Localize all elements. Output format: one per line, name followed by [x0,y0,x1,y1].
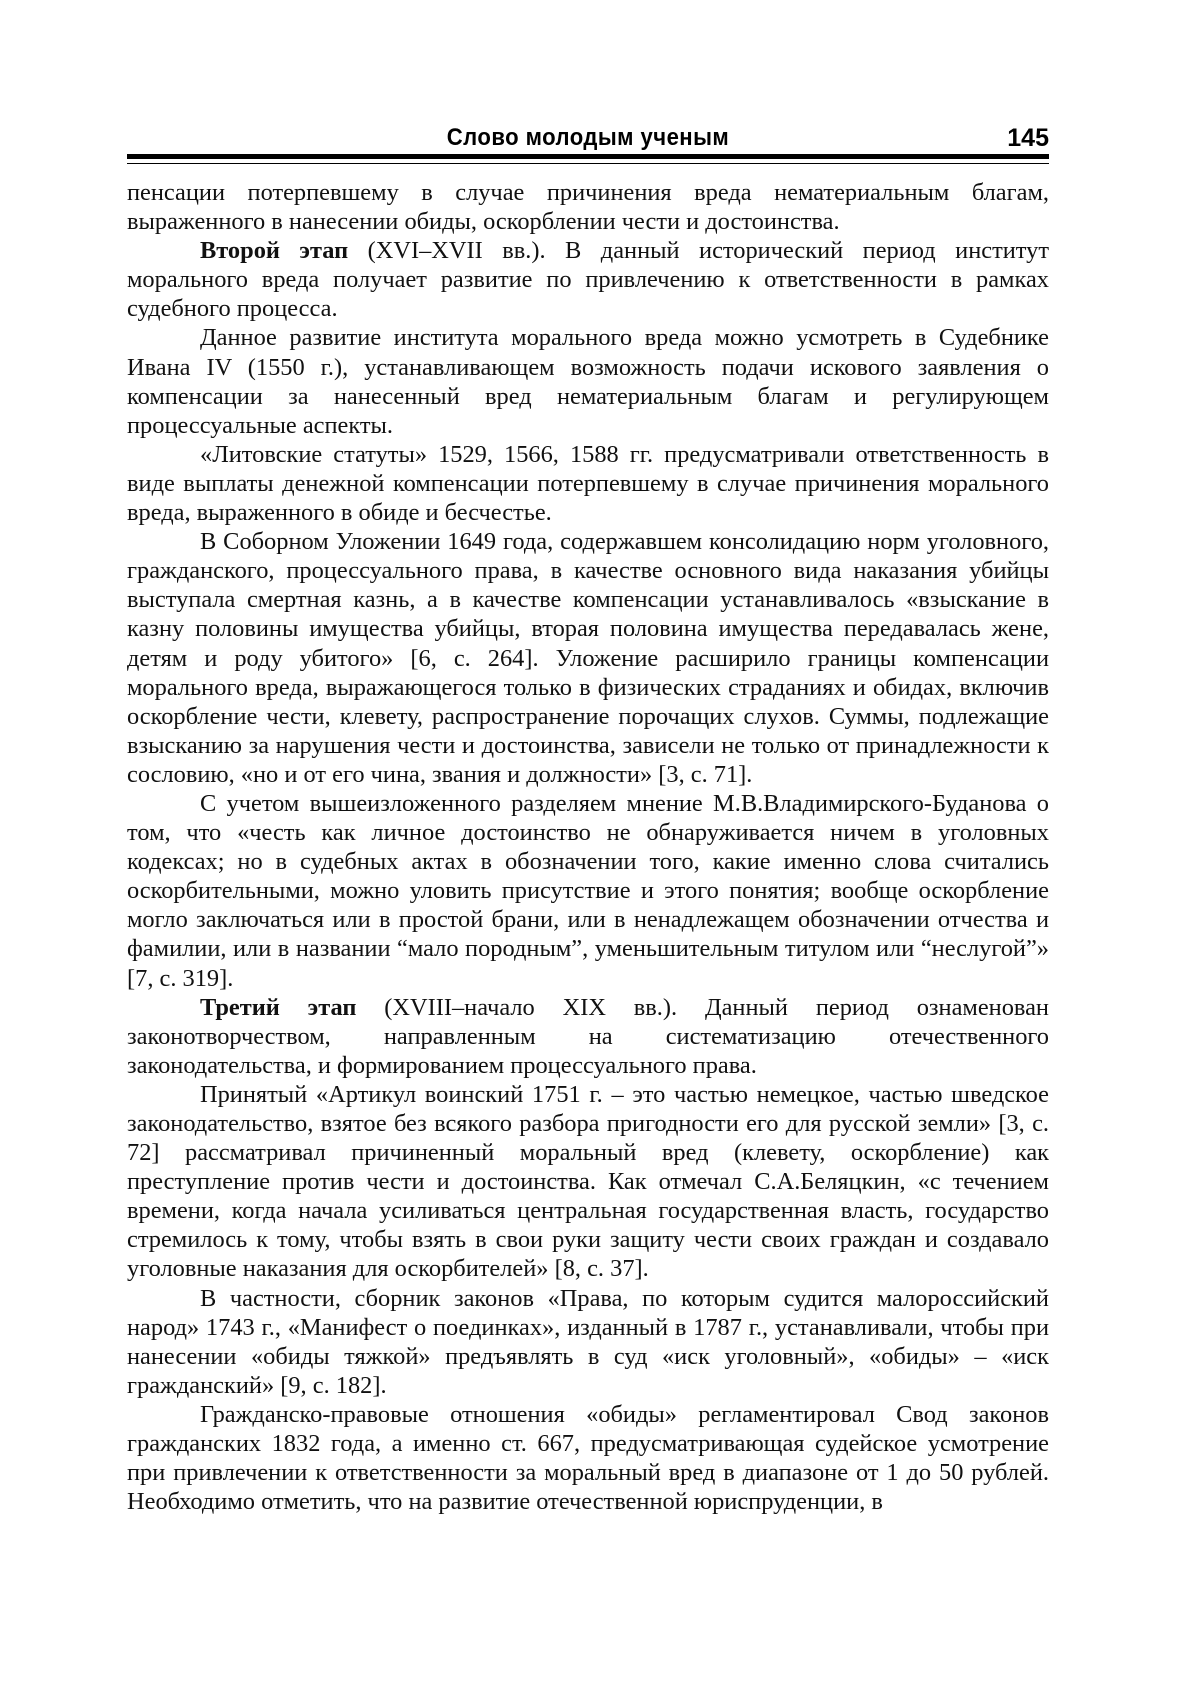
paragraph-1: пенсации потерпевшему в случае причинения вреда нематериальным благам, выраженного в нанесении обиды, оскорблении чести и достоинства. [127,179,1049,236]
page-number: 145 [1007,124,1049,152]
paragraph-5: В Соборном Уложении 1649 года, содержавшем консолидацию норм уголовного, гражданского, процессуального права, в качестве основного вида наказания убийцы выступала смертная казнь, а в качестве компенсации устанавливалось «взыскание в казну половины имущества убийцы, вторая половина имущества передавалась жене, детям и роду убитого» [6, с. 264]. Уложение расширило границы компенсации морального вреда, выражающегося только в физических страданиях и обидах, включив оскорбление чести, клевету, распространение порочащих слухов. Суммы, подлежащие взысканию за нарушения чести и достоинства, зависели не только от принадлежности к сословию, «но и от его чина, звания и должности» [3, с. 71]. [127,528,1049,788]
paragraph-4: «Литовские статуты» 1529, 1566, 1588 гг. предусматривали ответственность в виде выплаты денежной компенсации потерпевшему в случае причинения морального вреда, выраженного в обиде и бесчестье. [127,440,1049,527]
paragraph-9: В частности, сборник законов «Права, по которым судится малороссийский народ» 1743 г., «Манифест о поединках», изданный в 1787 г., устанавливали, чтобы при нанесении «обиды тяжкой» предъявлять в суд «иск уголовный», «обиды» – «иск гражданский» [9, с. 182]. [127,1284,1049,1399]
paragraph-10: Гражданско-правовые отношения «обиды» регламентировал Свод законов гражданских 1832 года, а именно ст. 667, предусматривающая судейское усмотрение при привлечении к ответственности за моральный вред в диапазоне от 1 до 50 рублей. Необходимо отметить, что на развитие отечественной юриспруденции, в [127,1400,1049,1516]
paragraph-2: Второй этап (XVI–XVII вв.). В данный исторический период институт морального вреда получает развитие по привлечению к ответственности в рамках судебного процесса. [127,237,1049,323]
paragraph-6: С учетом вышеизложенного разделяем мнение М.В.Владимирского-Буданова о том, что «честь как личное достоинство не обнаруживается ничем в уголовных кодексах; но в судебных актах в обозначении того, какие именно слова считались оскорбительными, можно уловить присутствие и этого понятия; вообще оскорбление могло заключаться или в простой брани, или в ненадлежащем обозначении отчества и фамилии, или в названии “мало породным”, уменьшительным титулом или “неслугой”» [7, с. 319]. [127,789,1049,992]
stage-heading-third: Третий этап [200,993,357,1021]
page-header [127,124,1049,159]
paragraph-8: Принятый «Артикул воинский 1751 г. – это частью немецкое, частью шведское законодательство, взятое без всякого разбора пригодности его для русской земли» [3, с. 72] рассматривал причиненный моральный вред (клевету, оскорбление) как преступление против чести и достоинства. Как отмечал С.А.Беляцкин, «с течением времени, когда начала усиливаться центральная государственная власть, государство стремилось к тому, чтобы взять в свои руки защиту чести своих граждан и создавало уголовные наказания для оскорбителей» [8, с. 37]. [127,1080,1049,1283]
article-body [127,178,1049,1516]
paragraph-3: Данное развитие института морального вреда можно усмотреть в Судебнике Ивана IV (1550 г.), устанавливающем возможность подачи искового заявления о компенсации за нанесенный вред нематериальным благам и регулирующем процессуальные аспекты. [127,324,1049,439]
stage-heading-second: Второй этап [200,237,349,265]
running-title: Слово молодым ученым [446,124,730,151]
paragraph-7: Третий этап (XVIII–начало XIX вв.). Данный период ознаменован законотворчеством, направленным на систематизацию отечественного законодательства, и формированием процессуального права. [127,993,1049,1079]
